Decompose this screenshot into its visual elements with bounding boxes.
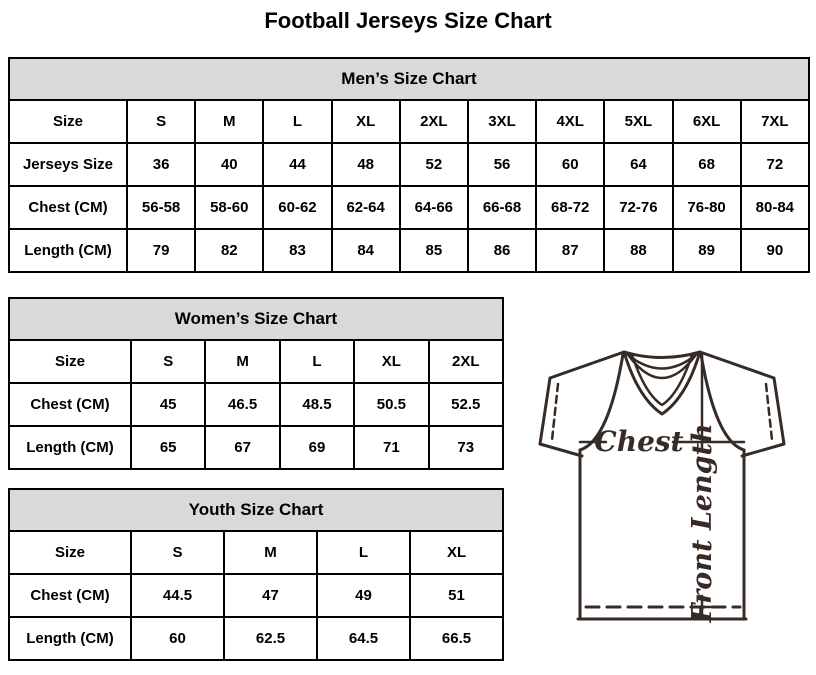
row-header: Chest (CM): [9, 574, 131, 617]
table-cell: 79: [127, 229, 195, 272]
right-sleeve-dash: [766, 384, 772, 440]
table-cell: 4XL: [536, 100, 604, 143]
youth-size-table: [8, 488, 504, 661]
table-cell: M: [224, 531, 317, 574]
row-header: Size: [9, 340, 131, 383]
row-header: Chest (CM): [9, 186, 127, 229]
table-cell: 56-58: [127, 186, 195, 229]
table-cell: L: [280, 340, 354, 383]
table-cell: 5XL: [604, 100, 672, 143]
mens-table-title: Men’s Size Chart: [9, 58, 809, 100]
table-cell: 73: [429, 426, 503, 469]
table-cell: 2XL: [429, 340, 503, 383]
table-cell: 3XL: [468, 100, 536, 143]
row-header: Size: [9, 531, 131, 574]
front-length-label: Front Length: [687, 423, 718, 623]
table-row: [9, 100, 809, 143]
table-cell: 62-64: [332, 186, 400, 229]
table-cell: 52.5: [429, 383, 503, 426]
row-header: Length (CM): [9, 617, 131, 660]
table-cell: 89: [673, 229, 741, 272]
row-header: Length (CM): [9, 229, 127, 272]
table-cell: XL: [332, 100, 400, 143]
womens-size-table: [8, 297, 504, 470]
table-cell: 60-62: [263, 186, 331, 229]
table-row: [9, 531, 503, 574]
jersey-outline: [540, 352, 784, 619]
row-header: Chest (CM): [9, 383, 131, 426]
table-cell: 82: [195, 229, 263, 272]
table-cell: 72-76: [604, 186, 672, 229]
youth-table-title: Youth Size Chart: [9, 489, 503, 531]
table-cell: 60: [536, 143, 604, 186]
left-sleeve-dash: [552, 384, 558, 440]
table-cell: 46.5: [205, 383, 279, 426]
table-row: [9, 426, 503, 469]
table-cell: 68-72: [536, 186, 604, 229]
table-cell: 6XL: [673, 100, 741, 143]
table-cell: 64-66: [400, 186, 468, 229]
table-cell: 48.5: [280, 383, 354, 426]
table-cell: 71: [354, 426, 428, 469]
table-cell: 66.5: [410, 617, 503, 660]
table-cell: 45: [131, 383, 205, 426]
table-cell: S: [131, 340, 205, 383]
mens-size-table: [8, 57, 810, 273]
table-cell: 51: [410, 574, 503, 617]
table-cell: 56: [468, 143, 536, 186]
table-row: [9, 383, 503, 426]
womens-table-title: Women’s Size Chart: [9, 298, 503, 340]
table-row: [9, 617, 503, 660]
table-cell: 64: [604, 143, 672, 186]
jersey-dashed-seams: [552, 384, 772, 607]
table-cell: 52: [400, 143, 468, 186]
table-cell: 66-68: [468, 186, 536, 229]
table-cell: M: [195, 100, 263, 143]
table-cell: 44.5: [131, 574, 224, 617]
table-cell: S: [131, 531, 224, 574]
table-cell: 72: [741, 143, 809, 186]
table-cell: L: [263, 100, 331, 143]
table-cell: 83: [263, 229, 331, 272]
table-row: [9, 186, 809, 229]
table-cell: XL: [354, 340, 428, 383]
table-cell: 2XL: [400, 100, 468, 143]
table-cell: 40: [195, 143, 263, 186]
table-cell: 50.5: [354, 383, 428, 426]
table-cell: XL: [410, 531, 503, 574]
table-row: [9, 229, 809, 272]
page-title: Football Jerseys Size Chart: [264, 8, 552, 33]
table-cell: 60: [131, 617, 224, 660]
table-cell: 86: [468, 229, 536, 272]
table-cell: M: [205, 340, 279, 383]
table-cell: 90: [741, 229, 809, 272]
table-cell: 48: [332, 143, 400, 186]
table-row: [9, 340, 503, 383]
table-cell: 87: [536, 229, 604, 272]
jersey-collar: [624, 352, 700, 414]
table-cell: 65: [131, 426, 205, 469]
row-header: Jerseys Size: [9, 143, 127, 186]
table-cell: S: [127, 100, 195, 143]
jersey-measurement-diagram: [512, 338, 812, 638]
table-cell: L: [317, 531, 410, 574]
table-cell: 69: [280, 426, 354, 469]
table-cell: 85: [400, 229, 468, 272]
table-cell: 76-80: [673, 186, 741, 229]
table-cell: 44: [263, 143, 331, 186]
chest-label: Chest: [594, 425, 684, 458]
row-header: Length (CM): [9, 426, 131, 469]
table-cell: 58-60: [195, 186, 263, 229]
table-cell: 67: [205, 426, 279, 469]
table-cell: 88: [604, 229, 672, 272]
table-cell: 84: [332, 229, 400, 272]
table-cell: 68: [673, 143, 741, 186]
table-cell: 7XL: [741, 100, 809, 143]
table-cell: 49: [317, 574, 410, 617]
table-cell: 47: [224, 574, 317, 617]
table-row: [9, 574, 503, 617]
table-cell: 62.5: [224, 617, 317, 660]
table-row: [9, 143, 809, 186]
table-cell: 64.5: [317, 617, 410, 660]
row-header: Size: [9, 100, 127, 143]
table-cell: 80-84: [741, 186, 809, 229]
table-cell: 36: [127, 143, 195, 186]
